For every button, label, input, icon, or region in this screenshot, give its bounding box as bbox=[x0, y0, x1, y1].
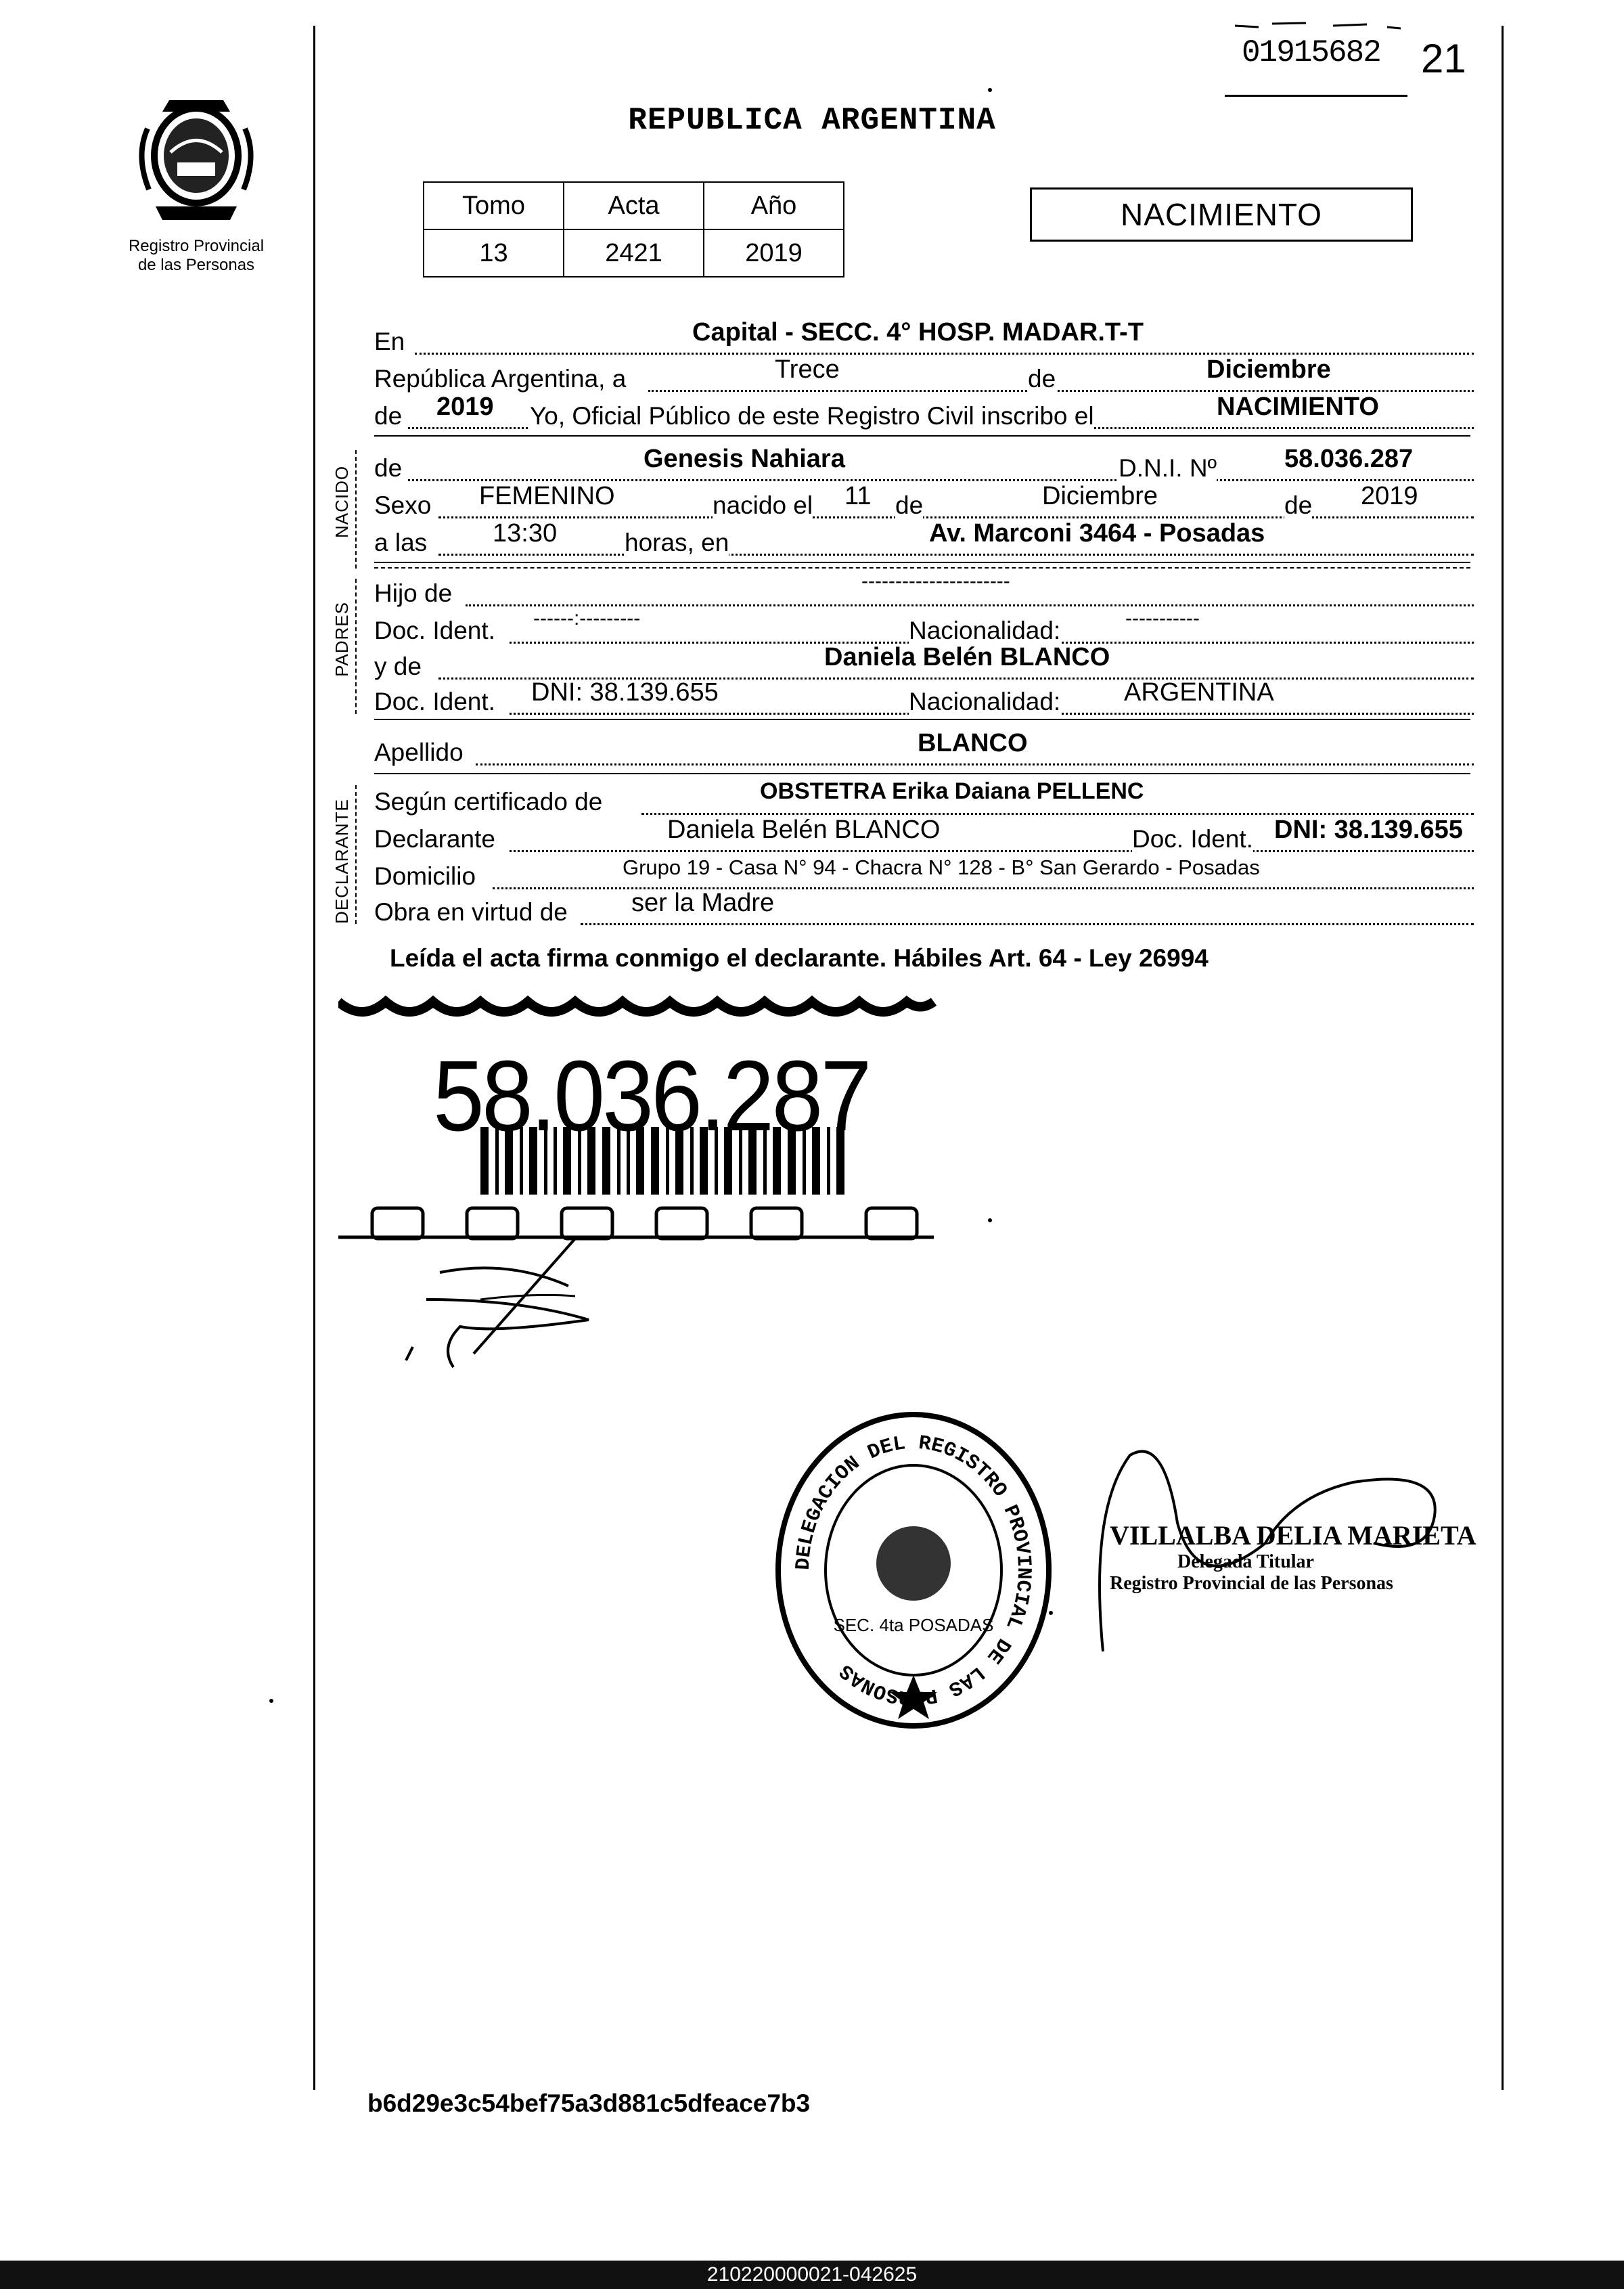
dotted-leader bbox=[510, 850, 1474, 852]
hora-value: 13:30 bbox=[493, 519, 558, 548]
day-words-value: Trece bbox=[775, 355, 840, 384]
row-segun bbox=[374, 778, 1474, 818]
certificate-value: OBSTETRA Erika Daiana PELLENC bbox=[760, 778, 1144, 804]
doc-ident-label: Doc. Ident. bbox=[374, 617, 495, 644]
mother-name-value: Daniela Belén BLANCO bbox=[824, 643, 1110, 671]
row-inscribo bbox=[374, 393, 1474, 432]
row-declarante bbox=[374, 816, 1474, 855]
declarante-bracket bbox=[355, 785, 357, 924]
record-value-anio: 2019 bbox=[704, 229, 844, 277]
closing-statement: Leída el acta firma conmigo el declarante. Hábiles Art. 64 - Ley 26994 bbox=[390, 944, 1209, 972]
padres-bracket bbox=[355, 579, 357, 714]
de5-label: de bbox=[1284, 491, 1313, 519]
document-hash: b6d29e3c54bef75a3d881c5dfeace7b3 bbox=[367, 2089, 811, 2117]
logo-caption-line1: Registro Provincial bbox=[128, 237, 265, 255]
country-title: REPUBLICA ARGENTINA bbox=[628, 103, 996, 138]
left-margin-line bbox=[313, 26, 315, 2090]
row-father-doc bbox=[374, 607, 1474, 646]
father-doc-value: ------:--------- bbox=[533, 607, 641, 629]
official-office: Registro Provincial de las Personas bbox=[1110, 1573, 1393, 1594]
dotted-leader bbox=[466, 604, 1474, 606]
nacionalidad-label: Nacionalidad: bbox=[909, 617, 1061, 644]
row-date bbox=[374, 355, 1474, 395]
row-apellido bbox=[374, 729, 1474, 768]
mother-nat-value: ARGENTINA bbox=[1124, 678, 1274, 707]
barcode-number: 58.036.287 bbox=[433, 1040, 870, 1152]
record-value-tomo: 13 bbox=[424, 229, 564, 277]
row-hijo-de bbox=[374, 570, 1474, 609]
seal-crest-icon bbox=[876, 1526, 951, 1601]
birth-day-value: 11 bbox=[844, 482, 872, 510]
de-label: de bbox=[1028, 365, 1056, 393]
sexo-label: Sexo bbox=[374, 491, 432, 519]
row-sexo bbox=[374, 482, 1474, 521]
apellido-value: BLANCO bbox=[918, 729, 1028, 757]
dotted-leader bbox=[476, 763, 1474, 765]
inscribo-value: NACIMIENTO bbox=[1217, 393, 1379, 421]
father-value: ---------------------- bbox=[861, 570, 1010, 592]
de2-label: de bbox=[374, 402, 403, 430]
declarante-doc-value: DNI: 38.139.655 bbox=[1274, 816, 1463, 844]
declarant-signature-icon bbox=[399, 1218, 690, 1381]
nacido-el-label: nacido el bbox=[713, 491, 813, 519]
apellido-label: Apellido bbox=[374, 738, 464, 766]
obra-value: ser la Madre bbox=[631, 889, 775, 917]
birth-place-value: Av. Marconi 3464 - Posadas bbox=[929, 519, 1265, 548]
hijo-de-label: Hijo de bbox=[374, 579, 453, 607]
mother-doc-value: DNI: 38.139.655 bbox=[531, 678, 719, 707]
handwritten-scratch-icon bbox=[1232, 14, 1407, 34]
en-label: En bbox=[374, 328, 405, 355]
month-value: Diciembre bbox=[1206, 355, 1331, 384]
row-hora bbox=[374, 519, 1474, 558]
republica-label: República Argentina, a bbox=[374, 365, 627, 393]
speck bbox=[1049, 1611, 1053, 1615]
dotted-leader bbox=[408, 479, 1474, 481]
birth-year-value: 2019 bbox=[1361, 482, 1418, 510]
speck bbox=[269, 1699, 273, 1703]
dotted-leader bbox=[438, 554, 1474, 556]
child-dni-value: 58.036.287 bbox=[1284, 445, 1414, 473]
row-name bbox=[374, 445, 1474, 484]
serial-number: 01915682 bbox=[1242, 35, 1380, 70]
doc-ident2-label: Doc. Ident. bbox=[374, 688, 495, 715]
speck bbox=[988, 88, 992, 92]
page-number: 21 bbox=[1421, 36, 1466, 81]
year-value: 2019 bbox=[436, 393, 494, 421]
section-label-padres: PADRES bbox=[332, 602, 352, 677]
official-stamp bbox=[1110, 1519, 1476, 1595]
official-name: VILLALBA DELIA MARIETA bbox=[1110, 1520, 1476, 1551]
dotted-leader bbox=[648, 390, 1474, 392]
separator-line bbox=[374, 562, 1470, 563]
declarante-label: Declarante bbox=[374, 825, 495, 853]
official-role: Delegada Titular bbox=[1177, 1551, 1314, 1572]
footer-code-bar: 210220000021-042625 bbox=[0, 2261, 1624, 2289]
separator-dashed bbox=[374, 567, 1470, 569]
separator-line bbox=[374, 773, 1470, 774]
wave-border-icon bbox=[338, 1002, 934, 1012]
separator-line bbox=[374, 435, 1470, 437]
de4-label: de bbox=[895, 491, 924, 519]
place-value: Capital - SECC. 4° HOSP. MADAR.T-T bbox=[692, 318, 1144, 347]
record-type-box: NACIMIENTO bbox=[1030, 187, 1413, 242]
horas-en-label: horas, en bbox=[625, 529, 729, 556]
seal-inner-text: SEC. 4ta POSADAS bbox=[833, 1615, 994, 1635]
nacionalidad2-label: Nacionalidad: bbox=[909, 688, 1061, 715]
child-name-value: Genesis Nahiara bbox=[644, 445, 845, 473]
row-obra bbox=[374, 889, 1474, 928]
record-value-acta: 2421 bbox=[564, 229, 704, 277]
dni-label: D.N.I. Nº bbox=[1119, 454, 1217, 482]
row-en bbox=[374, 318, 1474, 357]
right-margin-line bbox=[1502, 26, 1504, 2090]
y-de-label: y de bbox=[374, 652, 422, 680]
obra-label: Obra en virtud de bbox=[374, 898, 568, 926]
sexo-value: FEMENINO bbox=[479, 482, 615, 510]
dotted-leader bbox=[641, 813, 1474, 815]
row-mother bbox=[374, 643, 1474, 682]
dotted-leader bbox=[438, 516, 1474, 518]
dotted-leader bbox=[581, 923, 1474, 925]
record-header-anio: Año bbox=[704, 182, 844, 229]
separator-line bbox=[374, 719, 1470, 720]
seal-ring-text: DELEGACION DEL REGISTRO PROVINCIAL DE LAS PERSONAS bbox=[792, 1431, 1035, 1709]
speck bbox=[988, 1218, 992, 1222]
a-las-label: a las bbox=[374, 529, 428, 556]
dotted-leader bbox=[415, 353, 1474, 355]
nacido-bracket bbox=[355, 450, 357, 569]
record-header-acta: Acta bbox=[564, 182, 704, 229]
birth-month-value: Diciembre bbox=[1042, 482, 1158, 510]
yo-label: Yo, Oficial Público de este Registro Civil inscribo el bbox=[530, 402, 1094, 430]
declarante-value: Daniela Belén BLANCO bbox=[667, 816, 941, 844]
row-domicilio bbox=[374, 855, 1474, 892]
domicilio-value: Grupo 19 - Casa N° 94 - Chacra N° 128 - B° San Gerardo - Posadas bbox=[623, 855, 1260, 879]
serial-underline bbox=[1225, 95, 1407, 97]
logo-caption-line2: de las Personas bbox=[137, 256, 255, 274]
row-mother-doc bbox=[374, 678, 1474, 717]
section-label-declarante: DECLARANTE bbox=[332, 799, 352, 924]
registry-oval-seal bbox=[768, 1408, 1059, 1733]
de3-label: de bbox=[374, 454, 403, 482]
record-table bbox=[423, 181, 844, 277]
domicilio-label: Domicilio bbox=[374, 862, 476, 890]
record-header-tomo: Tomo bbox=[424, 182, 564, 229]
section-label-nacido: NACIDO bbox=[332, 465, 352, 538]
father-nat-value: ----------- bbox=[1125, 607, 1200, 629]
doc-ident3-label: Doc. Ident. bbox=[1132, 825, 1253, 853]
segun-label: Según certificado de bbox=[374, 788, 603, 816]
